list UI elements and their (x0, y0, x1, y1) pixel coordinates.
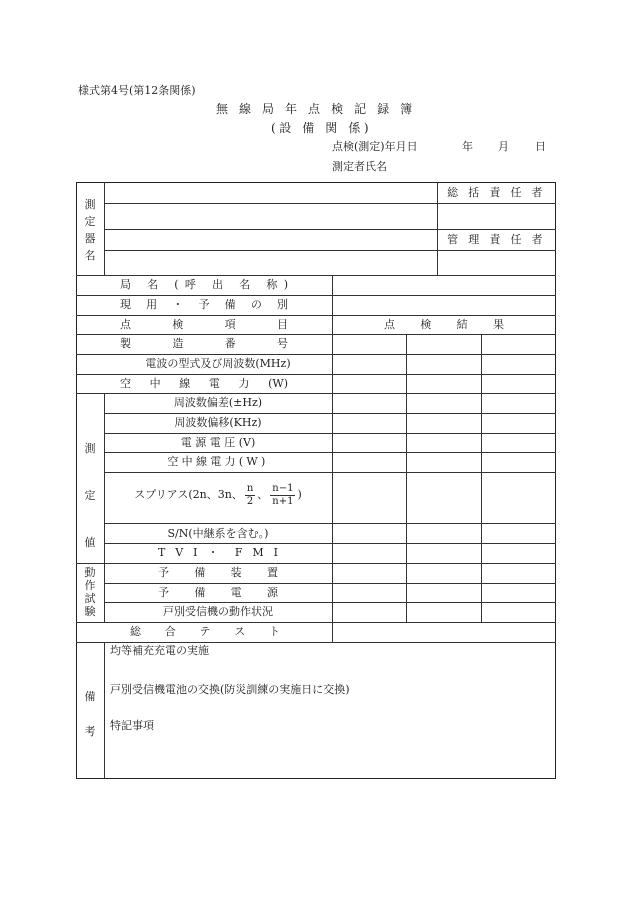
spurious-suffix: ) (297, 488, 302, 501)
receiver-status-label: 戸別受信機の動作状況 (163, 605, 273, 618)
rule (104, 472, 556, 473)
fraction-numerator: n−1 (272, 482, 294, 494)
rule (104, 602, 556, 603)
remarks-line-charging: 均等補充充電の実施 (110, 644, 209, 657)
manager-label: 管 理 責 任 者 (447, 233, 546, 246)
spurious-label (104, 480, 332, 510)
rule (76, 374, 556, 375)
antenna-power-label: 空 中 線 電 力 (W) (120, 377, 288, 390)
active-spare-label: 現 用 ・ 予 備 の 別 (120, 298, 288, 311)
fraction-n-over-2 (245, 483, 255, 508)
rule (76, 295, 556, 296)
rule (104, 229, 556, 230)
check-result-label: 点 検 結 果 (384, 318, 504, 331)
spurious-prefix: スプリアス(2n、3n、 (134, 488, 243, 501)
rule (104, 523, 556, 524)
rule (76, 642, 556, 643)
rule (104, 433, 556, 434)
freq-deviation-label: 周波数偏差(±Hz) (173, 396, 263, 409)
measured-values-label: 測定値 (84, 442, 96, 549)
page-title: 無 線 局 年 点 検 記 録 簿 (216, 102, 416, 116)
emission-type-label: 電波の型式及び周波数(MHz) (145, 357, 291, 370)
supply-voltage-label: 電 源 電 圧 (V) (180, 436, 256, 449)
rule (104, 452, 556, 453)
remarks-line-battery: 戸別受信機電池の交換(防災訓練の実施日に交換) (110, 683, 350, 696)
rule (104, 583, 556, 584)
antenna-power-measured-label: 空中線電力(W) (167, 455, 269, 468)
rule (406, 334, 407, 622)
fraction-denominator: n+1 (272, 495, 294, 507)
rule (76, 622, 556, 623)
spare-device-label: 予 備 装 置 (158, 566, 278, 579)
remarks-line-special: 特記事項 (110, 719, 154, 732)
rule (332, 275, 333, 642)
rule (76, 563, 556, 564)
rule (104, 642, 105, 779)
spare-power-label: 予 備 電 源 (158, 586, 278, 599)
freq-shift-label: 周波数偏移(KHz) (174, 416, 262, 429)
instruments-label: 測定器名 (84, 198, 96, 262)
rule (76, 315, 556, 316)
spurious-separator: 、 (257, 488, 269, 501)
measurer-name-label: 測定者氏名 (332, 160, 387, 173)
overall-test-label: 総 合 テ ス ト (130, 625, 280, 638)
operation-test-label: 動作試験 (84, 566, 96, 618)
rule (104, 182, 105, 275)
rule (481, 334, 482, 622)
fraction-numerator: n (246, 482, 254, 494)
remarks-label: 備考 (84, 690, 96, 738)
fraction-n-ratio (270, 483, 295, 508)
form-number: 様式第4号(第12条関係) (78, 84, 196, 97)
rule (76, 393, 556, 394)
rule (104, 413, 556, 414)
rule (104, 203, 556, 204)
page-subtitle: (設 備 関 係) (271, 121, 373, 135)
sn-ratio-label: S/N(中継系を含む。) (167, 527, 269, 540)
inspection-date-label: 点検(測定)年月日 (332, 140, 418, 153)
rule (76, 275, 556, 276)
date-month-label: 月 (498, 140, 509, 153)
date-day-label: 日 (535, 140, 546, 153)
rule (76, 334, 556, 335)
fraction-denominator: 2 (246, 495, 254, 507)
check-item-label: 点 検 項 目 (120, 318, 288, 331)
rule (104, 543, 556, 544)
date-year-label: 年 (462, 140, 473, 153)
tvi-fmi-label: T V I ・ F M I (158, 546, 278, 559)
general-manager-label: 総 括 責 任 者 (447, 186, 546, 199)
rule (76, 354, 556, 355)
serial-number-label: 製 造 番 号 (120, 337, 288, 350)
station-name-label: 局 名 (呼 出 名 称) (120, 278, 288, 291)
rule (104, 250, 556, 251)
